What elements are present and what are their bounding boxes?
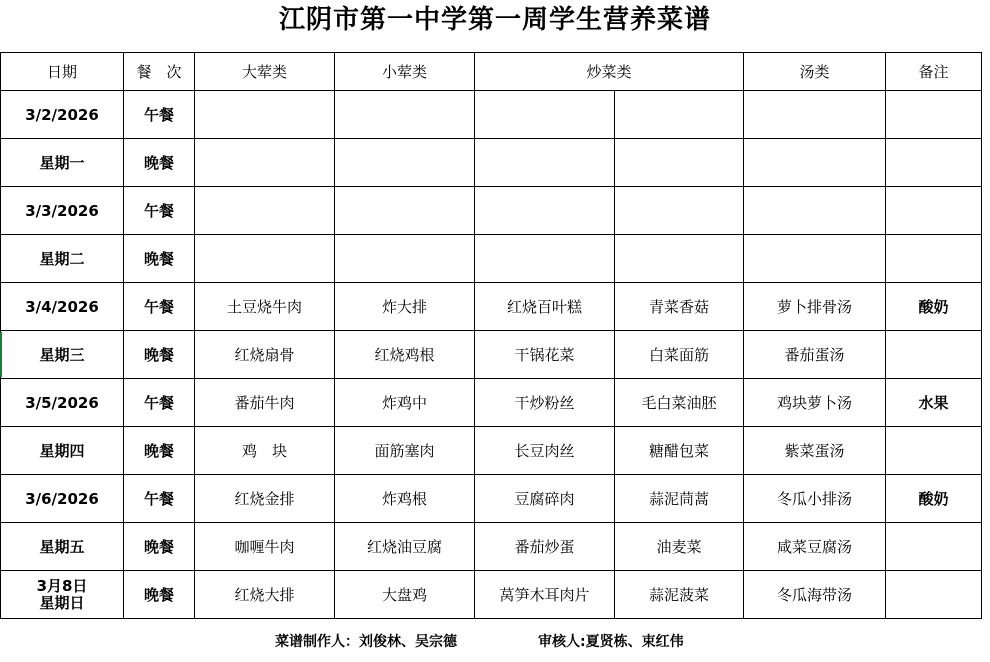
soup-cell bbox=[744, 139, 886, 187]
big-meat-cell bbox=[195, 139, 335, 187]
small-meat-cell bbox=[335, 235, 475, 283]
meal-cell: 晚餐 bbox=[124, 523, 195, 571]
meal-cell: 晚餐 bbox=[124, 235, 195, 283]
big-meat-cell bbox=[195, 235, 335, 283]
table-row bbox=[1, 283, 982, 331]
big-meat-cell bbox=[195, 187, 335, 235]
stir-fry-cell bbox=[615, 187, 744, 235]
stir-fry-cell: 糖醋包菜 bbox=[615, 427, 744, 475]
date-cell: 3/3/2026 bbox=[1, 187, 124, 235]
date-cell: 星期一 bbox=[1, 139, 124, 187]
stir-fry-cell: 红烧百叶糕 bbox=[475, 283, 615, 331]
header-small-meat: 小荤类 bbox=[335, 53, 475, 91]
stir-fry-cell: 蒜泥茼蒿 bbox=[615, 475, 744, 523]
note-cell bbox=[886, 427, 982, 475]
table-row bbox=[1, 475, 982, 523]
note-cell bbox=[886, 235, 982, 283]
note-cell: 酸奶 bbox=[886, 283, 982, 331]
meal-cell: 午餐 bbox=[124, 379, 195, 427]
meal-cell: 晚餐 bbox=[124, 571, 195, 619]
menu-table bbox=[0, 52, 982, 619]
note-cell: 酸奶 bbox=[886, 475, 982, 523]
stir-fry-cell: 青菜香菇 bbox=[615, 283, 744, 331]
stir-fry-cell: 蒜泥菠菜 bbox=[615, 571, 744, 619]
big-meat-cell bbox=[195, 91, 335, 139]
soup-cell: 冬瓜海带汤 bbox=[744, 571, 886, 619]
table-row bbox=[1, 91, 982, 139]
date-cell: 3/5/2026 bbox=[1, 379, 124, 427]
meal-cell: 晚餐 bbox=[124, 331, 195, 379]
header-soup: 汤类 bbox=[744, 53, 886, 91]
small-meat-cell: 红烧鸡根 bbox=[335, 331, 475, 379]
big-meat-cell: 咖喱牛肉 bbox=[195, 523, 335, 571]
meal-cell: 午餐 bbox=[124, 187, 195, 235]
date-line-2: 星期日 bbox=[39, 593, 85, 612]
small-meat-cell bbox=[335, 91, 475, 139]
stir-fry-cell bbox=[475, 187, 615, 235]
stir-fry-cell bbox=[475, 235, 615, 283]
small-meat-cell: 炸大排 bbox=[335, 283, 475, 331]
date-cell: 3/4/2026 bbox=[1, 283, 124, 331]
menu-maker: 菜谱制作人：刘俊林、吴宗德 bbox=[275, 634, 457, 650]
soup-cell bbox=[744, 91, 886, 139]
stir-fry-cell: 豆腐碎肉 bbox=[475, 475, 615, 523]
big-meat-cell: 红烧大排 bbox=[195, 571, 335, 619]
date-line-1: 3月8日 bbox=[36, 576, 88, 595]
header-note: 备注 bbox=[886, 53, 982, 91]
stir-fry-cell: 番茄炒蛋 bbox=[475, 523, 615, 571]
soup-cell: 紫菜蛋汤 bbox=[744, 427, 886, 475]
note-cell bbox=[886, 331, 982, 379]
footer bbox=[0, 622, 990, 662]
soup-cell bbox=[744, 235, 886, 283]
meal-cell: 午餐 bbox=[124, 475, 195, 523]
header-stir-fry: 炒菜类 bbox=[475, 53, 744, 91]
big-meat-cell: 鸡 块 bbox=[195, 427, 335, 475]
soup-cell: 萝卜排骨汤 bbox=[744, 283, 886, 331]
stir-fry-cell: 毛白菜油胚 bbox=[615, 379, 744, 427]
note-cell bbox=[886, 523, 982, 571]
table-row bbox=[1, 139, 982, 187]
meal-cell: 午餐 bbox=[124, 91, 195, 139]
meal-cell: 晚餐 bbox=[124, 139, 195, 187]
date-cell: 星期三 bbox=[1, 331, 124, 379]
stir-fry-cell: 干炒粉丝 bbox=[475, 379, 615, 427]
stir-fry-cell bbox=[615, 235, 744, 283]
big-meat-cell: 红烧金排 bbox=[195, 475, 335, 523]
date-cell: 3/6/2026 bbox=[1, 475, 124, 523]
header-row bbox=[1, 53, 982, 91]
big-meat-cell: 红烧扇骨 bbox=[195, 331, 335, 379]
small-meat-cell: 面筋塞肉 bbox=[335, 427, 475, 475]
small-meat-cell bbox=[335, 139, 475, 187]
big-meat-cell: 土豆烧牛肉 bbox=[195, 283, 335, 331]
soup-cell: 番茄蛋汤 bbox=[744, 331, 886, 379]
stir-fry-cell: 白菜面筋 bbox=[615, 331, 744, 379]
stir-fry-cell: 莴笋木耳肉片 bbox=[475, 571, 615, 619]
date-cell: 星期二 bbox=[1, 235, 124, 283]
date-cell bbox=[1, 571, 124, 619]
meal-cell: 午餐 bbox=[124, 283, 195, 331]
date-cell: 星期五 bbox=[1, 523, 124, 571]
row-selection-marker bbox=[0, 332, 2, 377]
note-cell: 水果 bbox=[886, 379, 982, 427]
soup-cell: 鸡块萝卜汤 bbox=[744, 379, 886, 427]
table-row bbox=[1, 331, 982, 379]
table-row bbox=[1, 379, 982, 427]
note-cell bbox=[886, 139, 982, 187]
stir-fry-cell bbox=[475, 139, 615, 187]
header-big-meat: 大荤类 bbox=[195, 53, 335, 91]
small-meat-cell: 大盘鸡 bbox=[335, 571, 475, 619]
big-meat-cell: 番茄牛肉 bbox=[195, 379, 335, 427]
table-row bbox=[1, 235, 982, 283]
menu-reviewer: 审核人:夏贤栋、束红伟 bbox=[538, 634, 684, 650]
stir-fry-cell bbox=[475, 91, 615, 139]
note-cell bbox=[886, 91, 982, 139]
soup-cell: 冬瓜小排汤 bbox=[744, 475, 886, 523]
header-meal: 餐 次 bbox=[124, 53, 195, 91]
small-meat-cell: 炸鸡中 bbox=[335, 379, 475, 427]
small-meat-cell: 炸鸡根 bbox=[335, 475, 475, 523]
stir-fry-cell bbox=[615, 139, 744, 187]
meal-cell: 晚餐 bbox=[124, 427, 195, 475]
stir-fry-cell: 油麦菜 bbox=[615, 523, 744, 571]
soup-cell: 咸菜豆腐汤 bbox=[744, 523, 886, 571]
note-cell bbox=[886, 187, 982, 235]
small-meat-cell bbox=[335, 187, 475, 235]
table-row bbox=[1, 427, 982, 475]
header-date: 日期 bbox=[1, 53, 124, 91]
table-row bbox=[1, 523, 982, 571]
stir-fry-cell bbox=[615, 91, 744, 139]
small-meat-cell: 红烧油豆腐 bbox=[335, 523, 475, 571]
stir-fry-cell: 干锅花菜 bbox=[475, 331, 615, 379]
soup-cell bbox=[744, 187, 886, 235]
table-row bbox=[1, 187, 982, 235]
note-cell bbox=[886, 571, 982, 619]
stir-fry-cell: 长豆肉丝 bbox=[475, 427, 615, 475]
date-cell: 星期四 bbox=[1, 427, 124, 475]
table-row-sunday bbox=[1, 571, 982, 619]
date-cell: 3/2/2026 bbox=[1, 91, 124, 139]
page-title: 江阴市第一中学第一周学生营养菜谱 bbox=[278, 5, 711, 35]
